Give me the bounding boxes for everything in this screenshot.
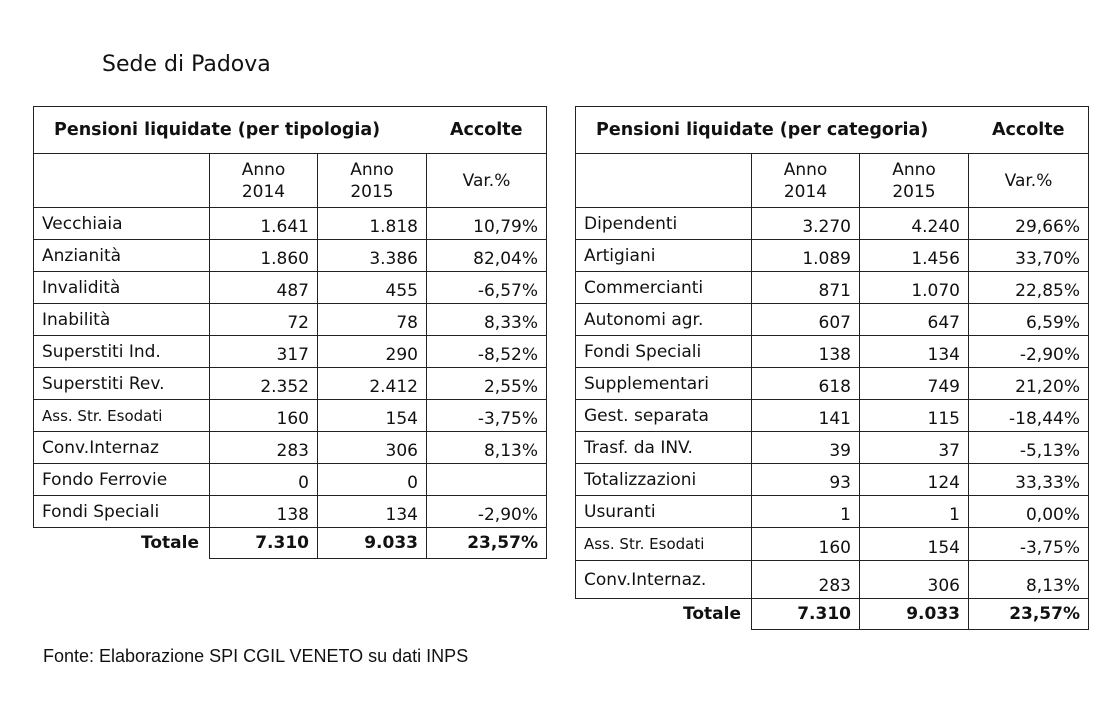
row-value-2015: 647: [860, 304, 969, 336]
column-header-2014-label: Anno 2014: [241, 159, 286, 202]
column-header-empty: [576, 154, 752, 208]
total-2015: 9.033: [318, 528, 427, 559]
row-label: Dipendenti: [576, 208, 752, 240]
row-value-2014: 3.270: [752, 208, 860, 240]
row-value-var: 33,70%: [969, 240, 1089, 272]
table-header-accolte: Accolte: [427, 107, 547, 154]
row-value-var: -2,90%: [427, 496, 547, 528]
row-value-2015: 1.070: [860, 272, 969, 304]
table-header-row: [576, 107, 1089, 154]
row-value-var: -3,75%: [969, 528, 1089, 561]
row-label: Ass. Str. Esodati: [576, 528, 752, 561]
row-value-var: -6,57%: [427, 272, 547, 304]
row-value-2015: 306: [860, 561, 969, 599]
table-row: [576, 528, 1089, 561]
table-row: [34, 272, 547, 304]
table-row: [34, 496, 547, 528]
total-row: [34, 528, 547, 559]
row-value-2014: 1.860: [210, 240, 318, 272]
row-value-2015: 1: [860, 496, 969, 528]
row-value-2014: 93: [752, 464, 860, 496]
row-value-2015: 154: [860, 528, 969, 561]
row-value-2015: 124: [860, 464, 969, 496]
row-label: Gest. separata: [576, 400, 752, 432]
table-row: [34, 240, 547, 272]
row-value-var: 33,33%: [969, 464, 1089, 496]
row-label: Vecchiaia: [34, 208, 210, 240]
total-2015: 9.033: [860, 599, 969, 630]
row-value-2015: 749: [860, 368, 969, 400]
row-label: Trasf. da INV.: [576, 432, 752, 464]
row-value-2014: 871: [752, 272, 860, 304]
total-row: [576, 599, 1089, 630]
row-value-var: -8,52%: [427, 336, 547, 368]
source-note: Fonte: Elaborazione SPI CGIL VENETO su dati INPS: [43, 646, 469, 666]
column-header-2015: [860, 154, 969, 208]
table-row: [576, 272, 1089, 304]
row-value-var: 8,13%: [427, 432, 547, 464]
total-var: 23,57%: [427, 528, 547, 559]
total-2014: 7.310: [752, 599, 860, 630]
row-value-var: 10,79%: [427, 208, 547, 240]
column-header-row: [34, 154, 547, 208]
total-label: Totale: [34, 528, 210, 559]
row-value-2015: 455: [318, 272, 427, 304]
table-row: [576, 432, 1089, 464]
table-row: [576, 496, 1089, 528]
row-value-2015: 1.818: [318, 208, 427, 240]
row-value-var: 2,55%: [427, 368, 547, 400]
row-label: Superstiti Rev.: [34, 368, 210, 400]
row-value-2015: 290: [318, 336, 427, 368]
row-value-var: -18,44%: [969, 400, 1089, 432]
table-row: [576, 208, 1089, 240]
table-row: [576, 336, 1089, 368]
column-header-2015: [318, 154, 427, 208]
table-header-title: Pensioni liquidate (per categoria): [576, 107, 969, 154]
row-value-2015: 4.240: [860, 208, 969, 240]
row-value-2014: 607: [752, 304, 860, 336]
row-label: Autonomi agr.: [576, 304, 752, 336]
row-value-var: -3,75%: [427, 400, 547, 432]
table-header-accolte: Accolte: [969, 107, 1089, 154]
column-header-2014: [752, 154, 860, 208]
row-value-2014: 1.641: [210, 208, 318, 240]
row-value-var: -5,13%: [969, 432, 1089, 464]
row-value-2014: 160: [210, 400, 318, 432]
row-value-2014: 487: [210, 272, 318, 304]
row-value-2014: 138: [210, 496, 318, 528]
row-label: Fondi Speciali: [576, 336, 752, 368]
table-row: [576, 240, 1089, 272]
row-value-2015: 154: [318, 400, 427, 432]
row-label: Anzianità: [34, 240, 210, 272]
table-row: [576, 304, 1089, 336]
row-value-2014: 317: [210, 336, 318, 368]
column-header-2014: [210, 154, 318, 208]
row-value-var: 29,66%: [969, 208, 1089, 240]
table-row: [34, 368, 547, 400]
table-per-categoria: [575, 106, 1089, 630]
column-header-var: Var.%: [969, 154, 1089, 208]
row-value-2015: 115: [860, 400, 969, 432]
row-value-var: 22,85%: [969, 272, 1089, 304]
table-row: [576, 368, 1089, 400]
row-value-2015: 37: [860, 432, 969, 464]
row-value-var: 8,13%: [969, 561, 1089, 599]
row-label: Supplementari: [576, 368, 752, 400]
row-value-2014: 138: [752, 336, 860, 368]
row-value-2014: 2.352: [210, 368, 318, 400]
row-value-var: 6,59%: [969, 304, 1089, 336]
row-value-2014: 618: [752, 368, 860, 400]
row-value-2015: 134: [860, 336, 969, 368]
table-row: [34, 464, 547, 496]
row-value-var: 82,04%: [427, 240, 547, 272]
row-label: Inabilità: [34, 304, 210, 336]
row-value-2015: 134: [318, 496, 427, 528]
row-value-2015: 0: [318, 464, 427, 496]
row-value-2014: 72: [210, 304, 318, 336]
table-body: [34, 208, 547, 528]
row-value-2015: 2.412: [318, 368, 427, 400]
table-row: [34, 432, 547, 464]
row-value-2015: 3.386: [318, 240, 427, 272]
page-title: Sede di Padova: [102, 52, 271, 77]
row-value-2014: 0: [210, 464, 318, 496]
row-label: Fondi Speciali: [34, 496, 210, 528]
row-value-2014: 1.089: [752, 240, 860, 272]
row-value-2014: 283: [752, 561, 860, 599]
table-row: [576, 400, 1089, 432]
table-header-title: Pensioni liquidate (per tipologia): [34, 107, 427, 154]
row-label: Ass. Str. Esodati: [34, 400, 210, 432]
column-header-var: Var.%: [427, 154, 547, 208]
row-value-2014: 141: [752, 400, 860, 432]
column-header-2015-label: Anno 2015: [350, 159, 394, 202]
total-var: 23,57%: [969, 599, 1089, 630]
total-2014: 7.310: [210, 528, 318, 559]
row-label: Superstiti Ind.: [34, 336, 210, 368]
row-value-2015: 78: [318, 304, 427, 336]
row-value-2014: 39: [752, 432, 860, 464]
row-value-var: 21,20%: [969, 368, 1089, 400]
row-label: Invalidità: [34, 272, 210, 304]
column-header-2015-label: Anno 2015: [892, 159, 936, 202]
column-header-empty: [34, 154, 210, 208]
row-value-var: [427, 464, 547, 496]
table-row: [576, 561, 1089, 599]
row-value-2014: 1: [752, 496, 860, 528]
row-value-var: 8,33%: [427, 304, 547, 336]
table-row: [34, 336, 547, 368]
column-header-row: [576, 154, 1089, 208]
row-value-var: 0,00%: [969, 496, 1089, 528]
row-label: Commercianti: [576, 272, 752, 304]
table-row: [34, 400, 547, 432]
table-body: [576, 208, 1089, 599]
column-header-2014-label: Anno 2014: [783, 159, 828, 202]
row-value-2014: 283: [210, 432, 318, 464]
row-value-2014: 160: [752, 528, 860, 561]
row-label: Fondo Ferrovie: [34, 464, 210, 496]
row-label: Totalizzazioni: [576, 464, 752, 496]
row-label: Artigiani: [576, 240, 752, 272]
row-value-2015: 1.456: [860, 240, 969, 272]
total-label: Totale: [576, 599, 752, 630]
row-label: Usuranti: [576, 496, 752, 528]
row-value-2015: 306: [318, 432, 427, 464]
row-value-var: -2,90%: [969, 336, 1089, 368]
table-per-tipologia: [33, 106, 547, 559]
table-header-row: [34, 107, 547, 154]
table-row: [576, 464, 1089, 496]
table-row: [34, 304, 547, 336]
row-label: Conv.Internaz.: [576, 561, 752, 599]
row-label: Conv.Internaz: [34, 432, 210, 464]
table-row: [34, 208, 547, 240]
